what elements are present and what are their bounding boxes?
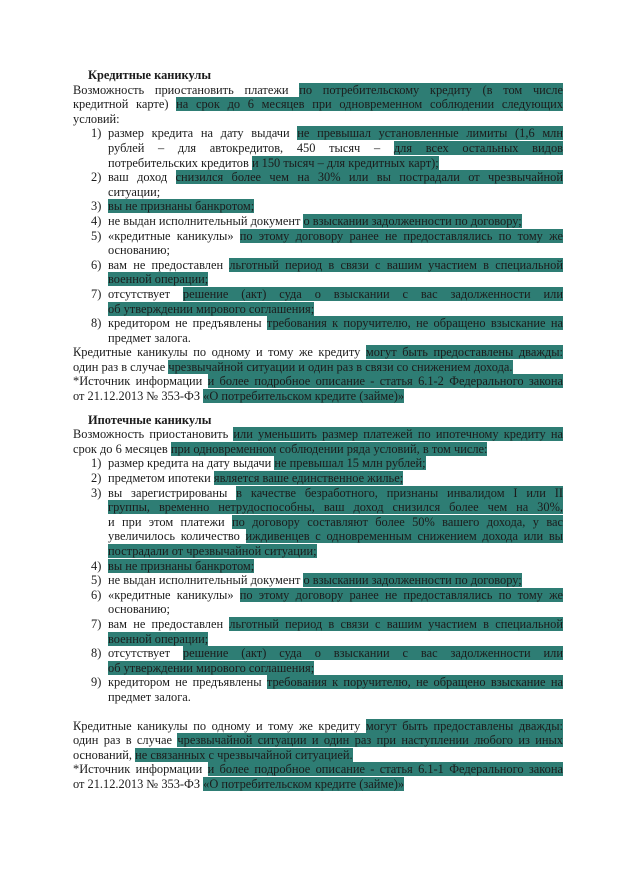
- highlight: и более подробное описание - статья 6.1-2 Федерального закона: [207, 374, 563, 389]
- highlight: по потребительскому кредиту (в том числе: [299, 82, 563, 97]
- highlight: «О потребительском кредите (займе)»: [203, 389, 405, 404]
- highlight: по этому договору ранее не предоставлялись по тому же: [239, 587, 563, 602]
- list-item-line: [108, 617, 563, 632]
- highlight: требования к поручителю, не обращено взыскание на: [266, 316, 563, 331]
- paragraph-line: [73, 345, 563, 360]
- list-item-line: [108, 272, 563, 287]
- highlight: вы не признаны банкротом;: [108, 199, 255, 214]
- source-line: [73, 777, 563, 792]
- text-segment: «кредитные каникулы»: [108, 228, 240, 243]
- list-item: [73, 471, 563, 486]
- list-item-line: [108, 302, 563, 317]
- text-segment: условий:: [73, 111, 120, 126]
- list-item: [73, 170, 563, 199]
- text-segment: кредитором не предъявлены: [108, 316, 267, 331]
- text-segment: вам не предоставлен: [108, 616, 230, 631]
- list-item: [73, 573, 563, 588]
- list-item-number: 6): [91, 257, 102, 272]
- list-item-line: [108, 544, 563, 559]
- list-item-line: [108, 588, 563, 603]
- highlight: по договору составляют более 50% вашего дохода, у вас: [232, 514, 564, 529]
- paragraph-line: [73, 427, 563, 442]
- list-item: [73, 559, 563, 574]
- text-segment: вам не предоставлен: [108, 257, 230, 272]
- text-segment: от 21.12.2013 № 353-ФЗ: [73, 776, 204, 791]
- text-segment: потребительских кредитов: [108, 155, 252, 170]
- list-item-number: 5): [91, 573, 102, 588]
- list-item-line: [108, 258, 563, 273]
- vertical-gap: [73, 705, 563, 719]
- section-title: Кредитные каникулы: [88, 68, 212, 82]
- list-item-line: [108, 141, 563, 156]
- list-item-line: [108, 456, 563, 471]
- text-segment: от 21.12.2013 № 353-ФЗ: [73, 389, 204, 404]
- highlight: военной операции;: [108, 272, 209, 287]
- list-item-line: [108, 690, 563, 705]
- highlight: могут быть предоставлены дважды:: [365, 718, 563, 733]
- document-content: [73, 68, 563, 792]
- list-item: [73, 675, 563, 704]
- list-item-line: [108, 646, 563, 661]
- list-item-line: [108, 331, 563, 346]
- highlight: льготный период в связи с вашим участием в специальной: [229, 257, 563, 272]
- list-item-line: [108, 316, 563, 331]
- section-title: Ипотечные каникулы: [88, 412, 212, 427]
- text-segment: предмет залога.: [108, 689, 191, 704]
- text-segment: Кредитные каникулы по одному и тому же кредиту: [73, 345, 366, 360]
- list-item-line: [108, 675, 563, 690]
- list-item-number: 4): [91, 558, 102, 573]
- highlight: решение (акт) суда о взыскании с вас задолженности или: [182, 286, 563, 301]
- list-item: [73, 646, 563, 675]
- text-segment: *Источник информации: [73, 374, 208, 389]
- highlight: не превышал 15 млн рублей;: [274, 456, 426, 471]
- list-item-line: [108, 156, 563, 171]
- text-segment: отсутствует: [108, 286, 183, 301]
- highlight: не связанных с чрезвычайной ситуацией.: [135, 747, 353, 762]
- highlight: пострадали от чрезвычайной ситуации;: [108, 544, 317, 558]
- text-segment: один раз в случае: [73, 733, 178, 748]
- highlight: иждивенцев с одновременным снижением дохода или вы: [245, 529, 563, 544]
- highlight: или уменьшить размер платежей по ипотечному кредиту на: [233, 427, 563, 442]
- list-item-line: [108, 199, 563, 214]
- list-item-line: [108, 602, 563, 617]
- highlight: вы не признаны банкротом;: [108, 558, 255, 573]
- list-item-number: 2): [91, 471, 102, 486]
- text-segment: предметом ипотеки: [108, 471, 214, 486]
- list-item-number: 1): [91, 456, 102, 471]
- text-segment: предмет залога.: [108, 330, 191, 345]
- paragraph-line: [73, 112, 563, 127]
- text-segment: срок до 6 месяцев: [73, 441, 171, 456]
- highlight: об утверждении мирового соглашения;: [108, 660, 315, 675]
- list-item-line: [108, 661, 563, 676]
- list-item: [73, 486, 563, 559]
- list-item-number: 8): [91, 316, 102, 331]
- list-item-line: [108, 559, 563, 574]
- list-item: [73, 287, 563, 316]
- paragraph-line: [73, 748, 563, 763]
- text-segment: размер кредита на дату выдачи: [108, 456, 275, 471]
- highlight: по этому договору ранее не предоставлялись по тому же: [239, 228, 563, 243]
- highlight: не превышал установленные лимиты (1,6 млн: [297, 126, 563, 141]
- text-segment: Кредитные каникулы по одному и тому же кредиту: [73, 718, 366, 733]
- highlight: группы, временно нетрудоспособны, ваш доход снизился более чем на 30%,: [108, 500, 563, 515]
- highlight: решение (акт) суда о взыскании с вас задолженности или: [182, 646, 563, 661]
- highlight: и более подробное описание - статья 6.1-1 Федерального закона: [207, 762, 563, 777]
- text-segment: не выдан исполнительный документ: [108, 213, 304, 228]
- paragraph-line: [73, 442, 563, 457]
- list-item: [73, 316, 563, 345]
- highlight: льготный период в связи с вашим участием в специальной: [229, 616, 563, 631]
- text-segment: размер кредита на дату выдачи: [108, 126, 298, 141]
- text-segment: «кредитные каникулы»: [108, 587, 240, 602]
- highlight: чрезвычайной ситуации и один раз при наступлении любого из иных: [177, 733, 564, 748]
- text-segment: рублей – для автокредитов, 450 тысяч –: [108, 140, 394, 155]
- highlight: о взыскании задолженности по договору;: [303, 213, 522, 228]
- list-item-number: 3): [91, 485, 102, 500]
- list-item-line: [108, 486, 563, 501]
- text-segment: кредитной карте): [73, 97, 177, 112]
- list-item-number: 7): [91, 616, 102, 631]
- highlight: о взыскании задолженности по договору;: [303, 573, 522, 588]
- list-item: [73, 588, 563, 617]
- list-item-number: 2): [91, 170, 102, 185]
- list-item-line: [108, 529, 563, 544]
- list-item-line: [108, 243, 563, 258]
- text-segment: увеличилось количество: [108, 529, 246, 544]
- highlight: для всех остальных видов: [393, 140, 564, 155]
- paragraph-line: [73, 83, 563, 98]
- highlight: «О потребительском кредите (займе)»: [203, 776, 405, 791]
- text-segment: кредитором не предъявлены: [108, 675, 267, 690]
- list-item: [73, 456, 563, 471]
- highlight: военной операции;: [108, 631, 209, 646]
- highlight: является ваше единственное жилье;: [213, 471, 404, 486]
- highlight: на срок до 6 месяцев при одновременном соблюдении следующих: [176, 97, 563, 112]
- text-segment: Возможность приостановить платежи: [73, 82, 300, 97]
- list-item-number: 1): [91, 126, 102, 141]
- text-segment: один раз в случае: [73, 359, 169, 374]
- source-line: [73, 374, 563, 389]
- list-item-number: 6): [91, 587, 102, 602]
- list-item-line: [108, 185, 563, 200]
- list-item-line: [108, 214, 563, 229]
- source-line: [73, 762, 563, 777]
- text-segment: оснований,: [73, 747, 136, 762]
- paragraph-line: [73, 360, 563, 375]
- text-segment: ваш доход: [108, 170, 176, 185]
- highlight: снизился более чем на 30% или вы пострадали от чрезвычайной: [175, 170, 564, 185]
- text-segment: основанию;: [108, 243, 170, 258]
- highlight: чрезвычайной ситуации и один раз в связи со снижением дохода.: [168, 359, 513, 374]
- list-item-line: [108, 471, 563, 486]
- text-segment: вы зарегистрированы: [108, 485, 237, 500]
- vertical-gap: [73, 404, 563, 413]
- text-segment: ситуации;: [108, 184, 161, 199]
- list-item-number: 9): [91, 675, 102, 690]
- text-segment: Возможность приостановить: [73, 427, 234, 442]
- paragraph-line: [73, 97, 563, 112]
- list-item-line: [108, 500, 563, 515]
- highlight: могут быть предоставлены дважды:: [365, 345, 563, 360]
- list-item-line: [108, 515, 563, 530]
- text-segment: *Источник информации: [73, 762, 208, 777]
- text-segment: не выдан исполнительный документ: [108, 573, 304, 588]
- list-item-number: 3): [91, 199, 102, 214]
- list-item-line: [108, 170, 563, 185]
- list-item: [73, 258, 563, 287]
- list-item-line: [108, 229, 563, 244]
- paragraph-line: [73, 719, 563, 734]
- highlight: в качестве безработного, признаны инвалидом I или II: [236, 485, 563, 500]
- list-item-line: [108, 632, 563, 647]
- list-item: [73, 214, 563, 229]
- list-item-line: [108, 573, 563, 588]
- list-item-number: 8): [91, 646, 102, 661]
- list-item-line: [108, 126, 563, 141]
- text-segment: основанию;: [108, 602, 170, 617]
- list-item-number: 5): [91, 228, 102, 243]
- paragraph-line: [73, 733, 563, 748]
- highlight: требования к поручителю, не обращено взыскание на: [266, 675, 563, 690]
- source-line: [73, 389, 563, 404]
- list-item-number: 7): [91, 286, 102, 301]
- list-item-line: [108, 287, 563, 302]
- text-segment: отсутствует: [108, 646, 183, 661]
- list-item: [73, 126, 563, 170]
- list-item: [73, 229, 563, 258]
- list-item-number: 4): [91, 213, 102, 228]
- text-segment: и при этом платежи: [108, 514, 233, 529]
- list-item: [73, 199, 563, 214]
- highlight: и 150 тысяч – для кредитных карт);: [251, 155, 439, 170]
- list-item: [73, 617, 563, 646]
- highlight: об утверждении мирового соглашения;: [108, 301, 315, 316]
- highlight: при одновременном соблюдении ряда условий, в том числе:: [170, 441, 488, 456]
